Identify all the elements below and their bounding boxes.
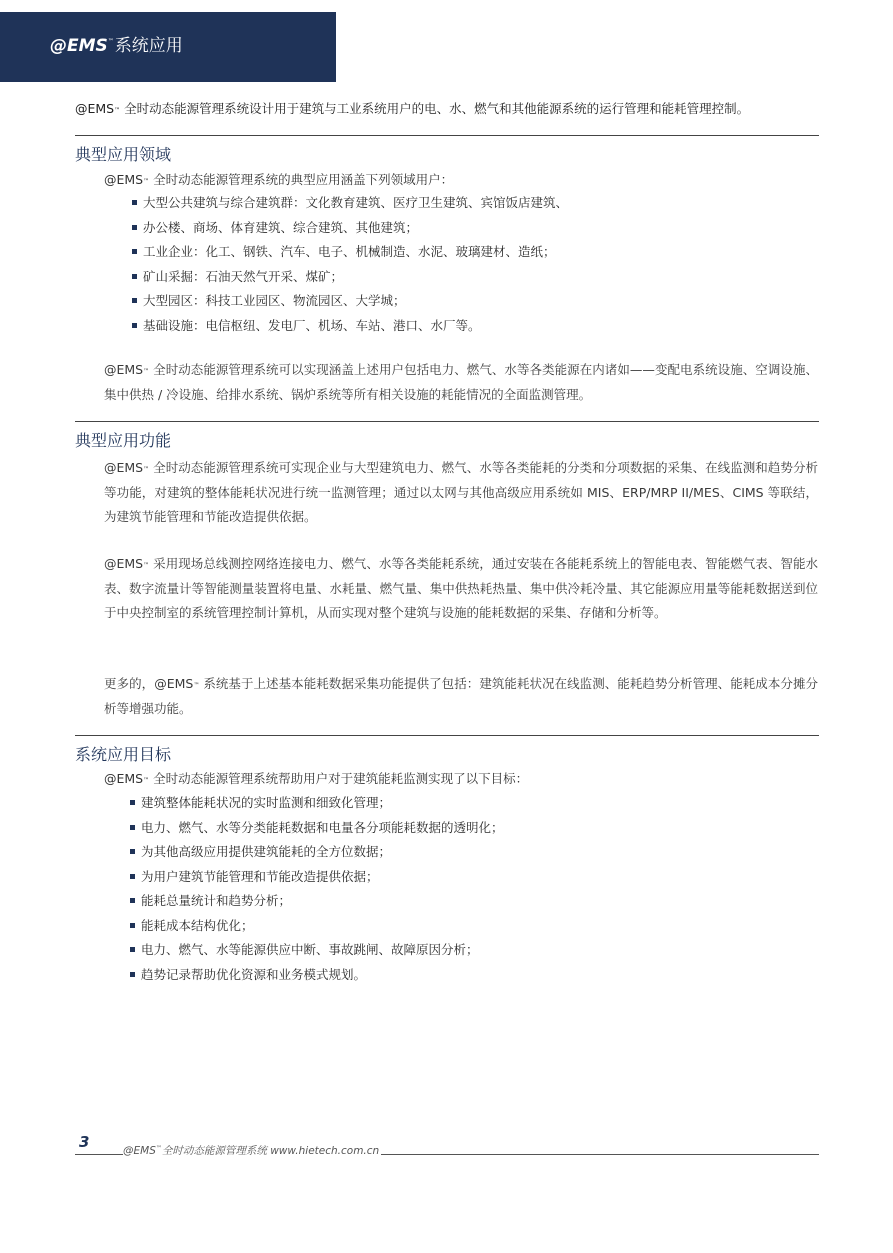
footer-text-body: 全时动态能源管理系统 www.hietech.com.cn: [161, 1145, 380, 1157]
section3-list: [130, 791, 504, 987]
section2-p2-brand: @EMS: [104, 556, 144, 571]
intro-body: 全时动态能源管理系统设计用于建筑与工业系统用户的电、水、燃气和其他能源系统的运行管理和能耗管理控制。: [120, 101, 750, 116]
header-tm: ™: [107, 38, 114, 45]
section2-p3-tm: ™: [193, 682, 200, 689]
list-item: 为用户建筑节能管理和节能改造提供依据；: [130, 865, 504, 890]
section2-p2-text: 采用现场总线测控网络连接电力、燃气、水等各类能耗系统，通过安装在各能耗系统上的智能电表、智能燃气表、智能水表、数字流量计等智能测量装置将电量、水耗量、燃气量、集中供热耗热量、集中供冷耗冷量、其它能源应用量等能耗数据送到位于中央控制室的系统管理控制计算机，从而实现对整个建筑与设施的能耗数据的采集、存储和分析等。: [104, 556, 818, 620]
footer-text: [123, 1143, 381, 1158]
section-title-application-goals: 系统应用目标: [75, 745, 172, 764]
section2-p1-brand: @EMS: [104, 460, 144, 475]
section2-p3-brand: @EMS: [154, 676, 194, 691]
section1-list: [132, 191, 568, 338]
list-item: 大型园区：科技工业园区、物流园区、大学城；: [132, 289, 568, 314]
list-item: 为其他高级应用提供建筑能耗的全方位数据；: [130, 840, 504, 865]
section2-p3-text: 系统基于上述基本能耗数据采集功能提供了包括：建筑能耗状况在线监测、能耗趋势分析管理、能耗成本分摊分析等增强功能。: [104, 676, 818, 716]
section3-lead-tm: ™: [143, 777, 150, 784]
page-footer: [75, 1134, 819, 1155]
list-item: 工业企业：化工、钢铁、汽车、电子、机械制造、水泥、玻璃建材、造纸；: [132, 240, 568, 265]
divider-3: [75, 735, 819, 736]
section1-lead: [104, 171, 453, 189]
intro-tm: ™: [114, 107, 121, 114]
section3-lead: [104, 770, 528, 788]
list-item: 大型公共建筑与综合建筑群：文化教育建筑、医疗卫生建筑、宾馆饭店建筑、: [132, 191, 568, 216]
intro-brand: @EMS: [75, 101, 115, 116]
header-title: [50, 38, 183, 55]
section1-paragraph: [104, 358, 818, 407]
section2-p1-text: 全时动态能源管理系统可实现企业与大型建筑电力、燃气、水等各类能耗的分类和分项数据的采集、在线监测和趋势分析等功能，对建筑的整体能耗状况进行统一监测管理；通过以太网与其他高级应用系统如 MIS、ERP/MRP II/MES、CIMS 等联结，为建筑节能管理和节能改造提供依据。: [104, 460, 818, 524]
divider-2: [75, 421, 819, 422]
list-item: 趋势记录帮助优化资源和业务模式规划。: [130, 963, 504, 988]
page-number: 3: [79, 1133, 90, 1151]
section1-para-text: 全时动态能源管理系统可以实现涵盖上述用户包括电力、燃气、水等各类能源在内诸如——变配电系统设施、空调设施、集中供热 / 冷设施、给排水系统、锅炉系统等所有相关设施的耗能情况的全面监测管理。: [104, 362, 818, 402]
section3-lead-text: 全时动态能源管理系统帮助用户对于建筑能耗监测实现了以下目标：: [149, 771, 529, 786]
list-item: 办公楼、商场、体育建筑、综合建筑、其他建筑；: [132, 216, 568, 241]
section2-p3-pre: 更多的，: [104, 676, 155, 691]
footer-tm: ™: [155, 1145, 162, 1152]
section1-lead-tm: ™: [143, 178, 150, 185]
section2-p1-tm: ™: [143, 466, 150, 473]
list-item: 电力、燃气、水等分类能耗数据和电量各分项能耗数据的透明化；: [130, 816, 504, 841]
footer-brand: @EMS: [123, 1145, 156, 1157]
list-item: 建筑整体能耗状况的实时监测和细致化管理；: [130, 791, 504, 816]
section2-paragraph-1: [104, 456, 818, 530]
list-item: 电力、燃气、水等能源供应中断、事故跳闸、故障原因分析；: [130, 938, 504, 963]
section2-p2-tm: ™: [143, 562, 150, 569]
section1-lead-text: 全时动态能源管理系统的典型应用涵盖下列领域用户：: [149, 172, 454, 187]
section-title-application-areas: 典型应用领域: [75, 145, 172, 164]
list-item: 矿山采掘：石油天然气开采、煤矿；: [132, 265, 568, 290]
intro-text: [75, 100, 835, 118]
section1-lead-brand: @EMS: [104, 172, 144, 187]
list-item: 能耗总量统计和趋势分析；: [130, 889, 504, 914]
header-title-text: 系统应用: [114, 36, 183, 56]
section2-paragraph-2: [104, 552, 818, 626]
header-brand: @EMS: [50, 36, 108, 56]
section1-para-brand: @EMS: [104, 362, 144, 377]
section2-paragraph-3: [104, 672, 818, 721]
section1-para-tm: ™: [143, 368, 150, 375]
list-item: 基础设施：电信枢纽、发电厂、机场、车站、港口、水厂等。: [132, 314, 568, 339]
list-item: 能耗成本结构优化；: [130, 914, 504, 939]
divider-1: [75, 135, 819, 136]
section3-lead-brand: @EMS: [104, 771, 144, 786]
section-title-application-functions: 典型应用功能: [75, 431, 172, 450]
